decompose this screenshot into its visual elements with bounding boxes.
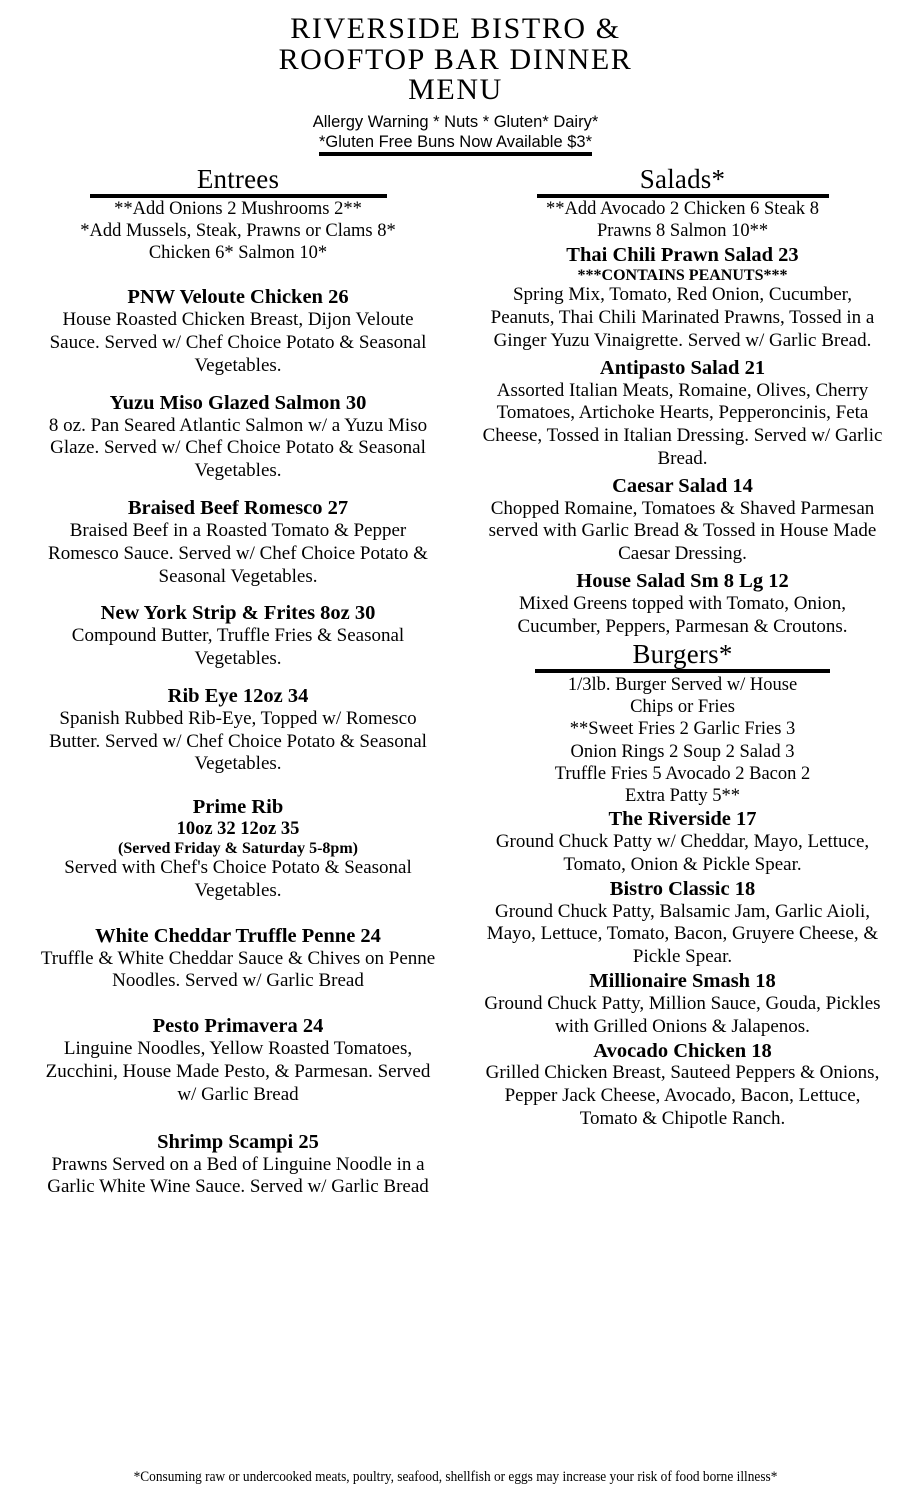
salads-addon-line: Prawns 8 Salmon 10** bbox=[596, 221, 769, 242]
menu-item bbox=[38, 1131, 438, 1200]
menu-item bbox=[38, 392, 438, 483]
salads-addons bbox=[482, 199, 883, 242]
item-description: Prawns Served on a Bed of Linguine Noodle in a Garlic White Wine Sauce. Served w/ Garlic Bread bbox=[47, 1153, 429, 1198]
entrees-addon-line: Chicken 6* Salmon 10* bbox=[148, 242, 328, 263]
item-name: New York Strip & Frites 8oz 30 bbox=[100, 602, 376, 625]
menu-columns bbox=[0, 165, 911, 1199]
item-description: Chopped Romaine, Tomatoes & Shaved Parmesan served with Garlic Bread & Tossed in House Made Caesar Dressing. bbox=[488, 497, 877, 565]
item-name: The Riverside 17 bbox=[608, 808, 757, 831]
title-line-2: ROOFTOP BAR DINNER bbox=[278, 42, 633, 76]
burgers-addon-line: **Sweet Fries 2 Garlic Fries 3 bbox=[569, 719, 796, 740]
entrees-addons bbox=[38, 199, 438, 264]
menu-item bbox=[482, 970, 883, 1039]
item-description: Ground Chuck Patty, Million Sauce, Gouda, Pickles with Grilled Onions & Jalapenos. bbox=[484, 992, 881, 1037]
footer-disclaimer: *Consuming raw or undercooked meats, poultry, seafood, shellfish or eggs may increase your risk of food borne illness* bbox=[133, 1469, 778, 1485]
item-description: Spring Mix, Tomato, Red Onion, Cucumber, Peanuts, Thai Chili Marinated Prawns, Tossed in a Ginger Yuzu Vinaigrette. Served w/ Garlic Bread. bbox=[490, 284, 875, 351]
menu-item bbox=[482, 808, 883, 877]
burgers-addon-line: Chips or Fries bbox=[630, 697, 735, 718]
item-description: Compound Butter, Truffle Fries & Seasonal Vegetables. bbox=[71, 625, 405, 670]
salads-heading: Salads* bbox=[639, 164, 726, 195]
menu-masthead bbox=[0, 0, 911, 156]
entrees-column bbox=[0, 165, 460, 1199]
menu-item bbox=[482, 878, 883, 969]
menu-item bbox=[482, 475, 883, 566]
item-description: House Roasted Chicken Breast, Dijon Veloute Sauce. Served w/ Chef Choice Potato & Seasonal Vegetables. bbox=[49, 309, 427, 376]
item-name: Pesto Primavera 24 bbox=[152, 1015, 324, 1038]
item-name: Millionaire Smash 18 bbox=[589, 969, 776, 992]
item-description: Mixed Greens topped with Tomato, Onion, Cucumber, Peppers, Parmesan & Croutons. bbox=[517, 593, 848, 637]
menu-item bbox=[38, 685, 438, 776]
item-name: Bistro Classic 18 bbox=[609, 877, 756, 900]
burgers-heading: Burgers* bbox=[632, 638, 733, 669]
item-name: Yuzu Miso Glazed Salmon 30 bbox=[109, 391, 367, 414]
burgers-heading-rule bbox=[535, 669, 830, 673]
item-description: 8 oz. Pan Seared Atlantic Salmon w/ a Yuzu Miso Glaze. Served w/ Chef Choice Potato & Seasonal Vegetables. bbox=[48, 414, 428, 482]
item-sizes: 10oz 32 12oz 35 bbox=[176, 819, 300, 840]
item-description: Spanish Rubbed Rib-Eye, Topped w/ Romesco Butter. Served w/ Chef Choice Potato & Seasonal Vegetables. bbox=[49, 707, 427, 775]
burgers-addon-line: Truffle Fries 5 Avocado 2 Bacon 2 bbox=[554, 763, 811, 784]
entrees-heading: Entrees bbox=[196, 164, 280, 195]
salads-burgers-column bbox=[460, 165, 911, 1131]
burgers-addon-line: Onion Rings 2 Soup 2 Salad 3 bbox=[570, 741, 795, 762]
burgers-addon-line: Extra Patty 5** bbox=[624, 785, 741, 806]
burgers-addons bbox=[482, 674, 883, 807]
salads-heading-rule bbox=[537, 194, 829, 198]
item-name: Caesar Salad 14 bbox=[612, 474, 753, 497]
page-title bbox=[136, 14, 776, 106]
item-name: Shrimp Scampi 25 bbox=[157, 1130, 319, 1153]
menu-item bbox=[38, 1015, 438, 1106]
item-allergen-note: ***CONTAINS PEANUTS*** bbox=[577, 266, 788, 284]
menu-item bbox=[482, 357, 883, 471]
item-name: Prime Rib bbox=[192, 796, 284, 819]
title-line-1: RIVERSIDE BISTRO & bbox=[290, 12, 621, 45]
menu-item bbox=[482, 244, 883, 353]
item-name: House Salad Sm 8 Lg 12 bbox=[576, 570, 789, 593]
burgers-addon-line: 1/3lb. Burger Served w/ House bbox=[567, 674, 798, 695]
entrees-addon-line: *Add Mussels, Steak, Prawns or Clams 8* bbox=[80, 221, 396, 242]
allergy-warning-text: Allergy Warning * Nuts * Gluten* Dairy* bbox=[312, 112, 599, 131]
menu-item bbox=[38, 796, 438, 902]
menu-item bbox=[38, 286, 438, 377]
item-description: Ground Chuck Patty w/ Cheddar, Mayo, Lettuce, Tomato, Onion & Pickle Spear. bbox=[495, 831, 870, 875]
allergy-notice bbox=[0, 112, 911, 156]
item-description: Linguine Noodles, Yellow Roasted Tomatoes, Zucchini, House Made Pesto, & Parmesan. Served w/ Garlic Bread bbox=[45, 1038, 431, 1105]
item-name: White Cheddar Truffle Penne 24 bbox=[95, 924, 381, 947]
item-name: Antipasto Salad 21 bbox=[599, 356, 766, 379]
item-description: Ground Chuck Patty, Balsamic Jam, Garlic Aioli, Mayo, Lettuce, Tomato, Bacon, Gruyere Cheese, & Pickle Spear. bbox=[486, 900, 879, 968]
gluten-free-note: *Gluten Free Buns Now Available $3* bbox=[319, 132, 592, 156]
entrees-addon-line: **Add Onions 2 Mushrooms 2** bbox=[114, 199, 362, 220]
item-name: Braised Beef Romesco 27 bbox=[127, 496, 349, 519]
item-availability-note: (Served Friday & Saturday 5-8pm) bbox=[118, 839, 358, 857]
menu-item bbox=[38, 925, 438, 994]
menu-item bbox=[38, 602, 438, 671]
item-description: Grilled Chicken Breast, Sauteed Peppers & Onions, Pepper Jack Cheese, Avocado, Bacon, Lettuce, Tomato & Chipotle Ranch. bbox=[485, 1062, 880, 1130]
item-description: Braised Beef in a Roasted Tomato & Pepper Romesco Sauce. Served w/ Chef Choice Potato & Seasonal Vegetables. bbox=[48, 519, 428, 587]
title-line-3: MENU bbox=[408, 73, 503, 107]
entrees-heading-rule bbox=[90, 194, 387, 198]
item-description: Assorted Italian Meats, Romaine, Olives, Cherry Tomatoes, Artichoke Hearts, Pepperoncinis, Feta Cheese, Tossed in Italian Dressing. Served w/ Garlic Bread. bbox=[482, 379, 883, 469]
item-description: Served with Chef's Choice Potato & Seasonal Vegetables. bbox=[64, 857, 412, 901]
menu-item bbox=[482, 1040, 883, 1131]
item-description: Truffle & White Cheddar Sauce & Chives on Penne Noodles. Served w/ Garlic Bread bbox=[40, 947, 436, 992]
item-name: Rib Eye 12oz 34 bbox=[167, 684, 309, 707]
item-name: Thai Chili Prawn Salad 23 bbox=[566, 243, 799, 266]
menu-item bbox=[38, 497, 438, 588]
salads-addon-line: **Add Avocado 2 Chicken 6 Steak 8 bbox=[545, 199, 819, 220]
item-name: PNW Veloute Chicken 26 bbox=[127, 286, 349, 309]
item-name: Avocado Chicken 18 bbox=[593, 1039, 772, 1062]
menu-item bbox=[482, 570, 883, 639]
